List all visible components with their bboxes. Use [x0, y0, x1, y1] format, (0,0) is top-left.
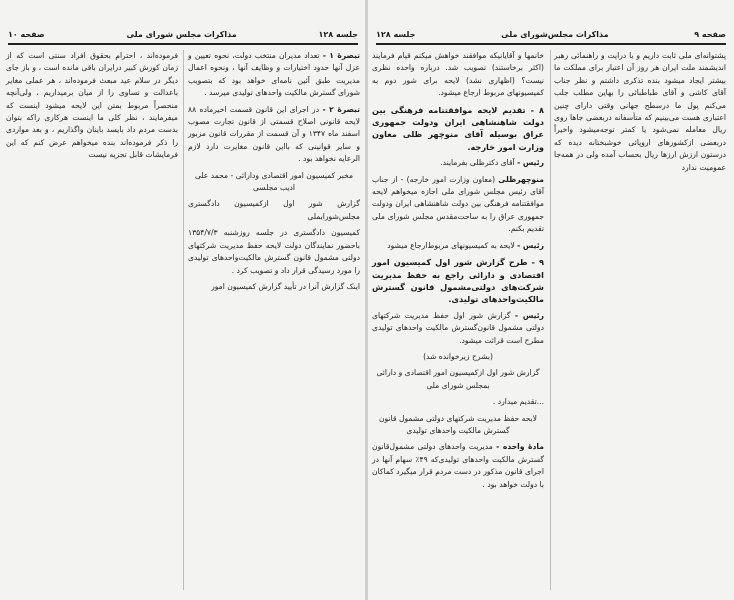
right-page — [368, 0, 734, 600]
centered-line: لایحه حفظ مدیریت شرکتهای دولتی مشمول قانون گسترش مالکیت واحدهای تولیدی — [378, 413, 537, 435]
paragraph-text: کمیسیون دادگستری در جلسه روزشنبه ۱۳۵۴/۷/۳ باحضور نمایندگان دولت لایحه حفظ مدیریت شرکتهای دولتی مشمول قانون گسترش مالکیت‌واحدهای تولیدی را مورد رسیدگی قرار داد و تصویب کرد . — [188, 228, 360, 275]
speaker-label: رئیس - — [517, 240, 544, 250]
paragraph-text: خانمها و آقایانیکه موافقند خواهش میکنم قیام فرمایند (اکثر برخاستند) تصویب شد. درباره واحده نظری نیست؟ (اظهاری نشد) لایحه برای شور دوم به کمیسیونهای مربوط ارجاع میشود. — [372, 51, 544, 98]
speaker-label: رئیس - — [517, 158, 544, 168]
text-column — [188, 50, 360, 297]
paragraph — [372, 310, 544, 347]
paragraph — [188, 198, 360, 223]
paragraph — [372, 50, 544, 100]
paragraph-text: مدیریت واحدهای دولتی مشمول‌قانون گسترش مالکیت واحدهای تولیدی‌که ۴۹٪ سهام آنها در اجرای قانون مذکور در دست مردم قرار میگیرد کماکان با دولت خواهد بود . — [372, 442, 544, 489]
paragraph-text: (معاون وزارت امور خارجه) - از جناب آقای رئیس مجلس شورای ملی اجازه میخواهم لایحه موافقتنامه فرهنگی بین دولت شاهنشاهی ایران ودولت جمهوری عراق را به ساحت‌مقدس مجلس شورای ملی تقدیم بکنم. — [372, 174, 544, 234]
section-heading: ۹ - طرح گزارش شور اول کمیسیون امور اقتصادی و دارائی راجع به حفظ مدیریت شرکت‌های دولتی‌مشمول قانون گسترش مالکیت‌واحدهای تولیدی. — [372, 257, 544, 305]
publication-title: مذاکرات مجلس شورای ملی — [126, 29, 237, 39]
paragraph — [372, 413, 544, 438]
paragraph — [372, 351, 544, 363]
text-column — [554, 50, 726, 178]
paragraph-text: گزارش شور اول ازکمیسیون دادگستری مجلس‌شورایملی — [188, 199, 360, 221]
paragraph — [554, 50, 726, 174]
paragraph — [372, 441, 544, 491]
paragraph — [372, 367, 544, 392]
paragraph — [188, 104, 360, 166]
paragraph — [188, 50, 360, 100]
speaker-label: مادهٔ واحده - — [496, 442, 544, 452]
page-number: صفحه ۱۰ — [8, 29, 45, 39]
paragraph — [372, 240, 544, 252]
paragraph-text: گزارش شور اول حفظ مدیریت شرکتهای دولتی مشمول قانون‌گسترش مالکیت واحدهای تولیدی مطرح است قرائت میشود. — [372, 310, 544, 345]
paragraph — [188, 170, 360, 195]
speaker-label: تبصرهٔ ۲ - — [322, 104, 360, 114]
paragraph — [372, 396, 544, 408]
paragraph — [6, 50, 178, 162]
paragraph — [372, 157, 544, 169]
publication-title: مذاکرات مجلس‌شورای ملی — [501, 29, 609, 39]
paragraph-text: اینک گزارش آنرا در تأیید گزارش کمیسیون امور — [211, 281, 360, 291]
paragraph-text: تعداد مدیران منتخب دولت، نحوه تعیین و عزل آنها حدود اختیارات و وظایف آنها ، ونحوه اعمال مدیریت طبق آئین نامه‌ای خواهد بود که بتصویب شورای گسترش مالکیت واحدهای تولیدی میرسد . — [188, 51, 360, 98]
centered-line: مخبر کمیسیون امور اقتصادی ودارائی - محمد علی ادیب مجلسی — [194, 170, 354, 193]
column-divider — [550, 50, 551, 590]
text-column — [6, 50, 178, 166]
paragraph-text: فرموده‌اند ، احترام بحقوق افراد سنتی است که از زمان کورش کبیر درایران باقی مانده است ، و باز جای دیگر در سلام عید مبعث فرموده‌اند ، هر عملی مغایر باعدالت و تساوی را از میان برمیداریم ، ولی‌آنچه منحصراً مربوط بمتن این لایحه میشود اینست که میفرمایند ، نظر کلی ما اینست هرکاری راکه بتوان بدست مردم داد بایسد باینان واگذاریم ، و بعد مواردی را ذکر فرموده‌اند بنده میخواهم عرض کنم که این فرمایشات قابل تجزیه نیست — [6, 51, 178, 160]
text-column — [372, 50, 544, 495]
speaker-label: تبصرهٔ ۱ - — [322, 51, 360, 60]
paragraph-text: ...تقدیم میدارد . — [492, 397, 544, 407]
header-rule — [376, 43, 726, 45]
speaker-label: منوچهرظلی — [498, 174, 544, 184]
centered-line: (بشرح زیرخوانده شد) — [423, 351, 493, 361]
paragraph — [372, 104, 544, 154]
paragraph-text: آقای دکترظلی بفرمایند. — [440, 158, 515, 168]
page-header — [376, 27, 726, 41]
left-page — [0, 0, 366, 600]
paragraph — [188, 227, 360, 277]
page-number: صفحه ۹ — [694, 29, 726, 39]
speaker-label: رئیس - — [515, 310, 544, 320]
header-rule — [8, 43, 358, 45]
paragraph-text: لایحه به کمیسیونهای مربوط‌ارجاع میشود — [387, 240, 515, 250]
session-number: جلسه ۱۲۸ — [318, 29, 358, 39]
paragraph — [188, 281, 360, 293]
page-header — [8, 27, 358, 41]
section-heading: ۸ - تقدیم لایحه موافقتنامه فرهنگی بین دولت شاهنشاهی ایران ودولت جمهوری عراق بوسیله آقای منوچهر ظلی معاون وزارت امور خارجه. — [372, 104, 544, 152]
paragraph — [372, 174, 544, 236]
paragraph — [372, 256, 544, 306]
paragraph-text: پشتوانه‌ای ملی ثابت داریم و با درایت و راهنمائی رهبر اندیشمند ملت ایران هر روز آن اعتبار برای مملکت ما بیشتر ایجاد میشود بنده تذکری داشتم و نظر جناب آقای کاشی و آقای طباطبائی را بهاین مطلب جلب می‌کنم پول ما درسطح جهانی وقتی دارای چنین اعتباری هست می‌بینیم که متأسفانه دربعضی جاها روی ریال معامله نمی‌شود یا کمتر توجه‌میشود واخیراً دربعضی ازکشورهای اروپائی خوشبختانه دیده که درستون ارزش ارزها ریال بحساب آمده ولی در همه‌جا عمومیت ندارد — [554, 51, 726, 172]
centered-line: گزارش شور اول ازکمیسیون امور اقتصادی و دارائی بمجلس شورای ملی — [376, 368, 540, 390]
paragraph-text: در اجرای این قانون قسمت اخیرماده ۸۸ لایحه قانونی اصلاح قسمتی از قانون تجارت مصوب اسفند ماه ۱۳۴۷ و آن قسمت از مقررات قانون مزبور و سایر قوانینی که بااین قانون مغایرت دارد لازم الرعایه نخواهد بود . — [188, 104, 360, 164]
column-divider — [183, 50, 184, 590]
session-number: جلسه ۱۲۸ — [376, 29, 416, 39]
